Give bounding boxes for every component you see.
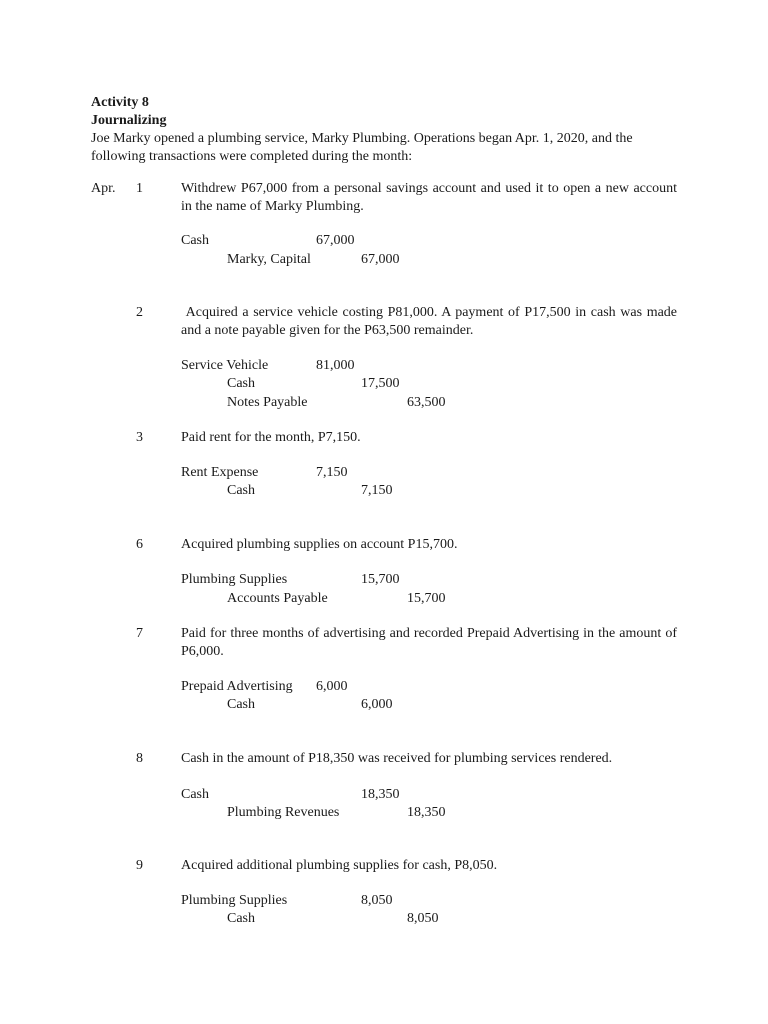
entry-account: Cash (227, 483, 255, 498)
entry-account: Accounts Payable (227, 591, 328, 606)
transaction-description: Acquired a service vehicle costing P81,000. A payment of P17,500 in cash was made and a note payable given for the P63,500 remainder. (181, 305, 681, 338)
entry-credit: 63,500 (407, 395, 446, 410)
entry-debit: 67,000 (316, 233, 355, 248)
entry-credit: 6,000 (361, 697, 393, 712)
transaction-day: 3 (136, 430, 143, 445)
transaction-description: Acquired plumbing supplies on account P15,700. (181, 537, 458, 552)
entry-credit: 67,000 (361, 252, 400, 267)
month-label: Apr. (91, 181, 116, 196)
activity-subtitle: Journalizing (91, 113, 167, 128)
transaction-day: 6 (136, 537, 143, 552)
entry-account: Marky, Capital (227, 252, 311, 267)
transaction-day: 1 (136, 181, 143, 196)
entry-debit: 81,000 (316, 358, 355, 373)
entry-account: Plumbing Supplies (181, 572, 288, 587)
transaction-description: Paid rent for the month, P7,150. (181, 430, 361, 445)
entry-account: Plumbing Supplies (181, 893, 288, 908)
entry-account: Cash (227, 376, 255, 391)
entry-credit: 17,500 (361, 376, 400, 391)
entry-credit: 7,150 (361, 483, 393, 498)
entry-account: Service Vehicle (181, 358, 269, 373)
transaction-description: Withdrew P67,000 from a personal savings account and used it to open a new account in the name of Marky Plumbing. (181, 181, 677, 214)
transaction-description: Acquired additional plumbing supplies for cash, P8,050. (181, 858, 498, 873)
entry-account: Prepaid Advertising (181, 679, 293, 694)
activity-title: Activity 8 (91, 95, 149, 110)
entry-debit: 15,700 (361, 572, 400, 587)
intro-line-1: Joe Marky opened a plumbing service, Marky Plumbing. Operations began Apr. 1, 2020, and the (91, 131, 633, 146)
transaction-day: 8 (136, 751, 143, 766)
entry-credit: 15,700 (407, 591, 446, 606)
intro-line-2: following transactions were completed during the month: (91, 149, 413, 164)
entry-credit: 18,350 (407, 805, 446, 820)
entry-debit: 6,000 (316, 679, 348, 694)
transaction-description: Paid for three months of advertising and recorded Prepaid Advertising in the amount of P6,000. (181, 626, 677, 659)
transaction-day: 2 (136, 305, 143, 320)
entry-credit: 8,050 (407, 911, 439, 926)
entry-debit: 18,350 (361, 787, 400, 802)
transaction-day: 7 (136, 626, 143, 641)
entry-account: Notes Payable (227, 395, 308, 410)
transaction-day: 9 (136, 858, 143, 873)
entry-account: Cash (181, 787, 209, 802)
entry-account: Rent Expense (181, 465, 259, 480)
entry-debit: 8,050 (361, 893, 393, 908)
entry-account: Cash (227, 697, 255, 712)
entry-account: Cash (227, 911, 255, 926)
entry-debit: 7,150 (316, 465, 348, 480)
entry-account: Cash (181, 233, 209, 248)
transaction-description: Cash in the amount of P18,350 was received for plumbing services rendered. (181, 751, 613, 766)
entry-account: Plumbing Revenues (227, 805, 340, 820)
